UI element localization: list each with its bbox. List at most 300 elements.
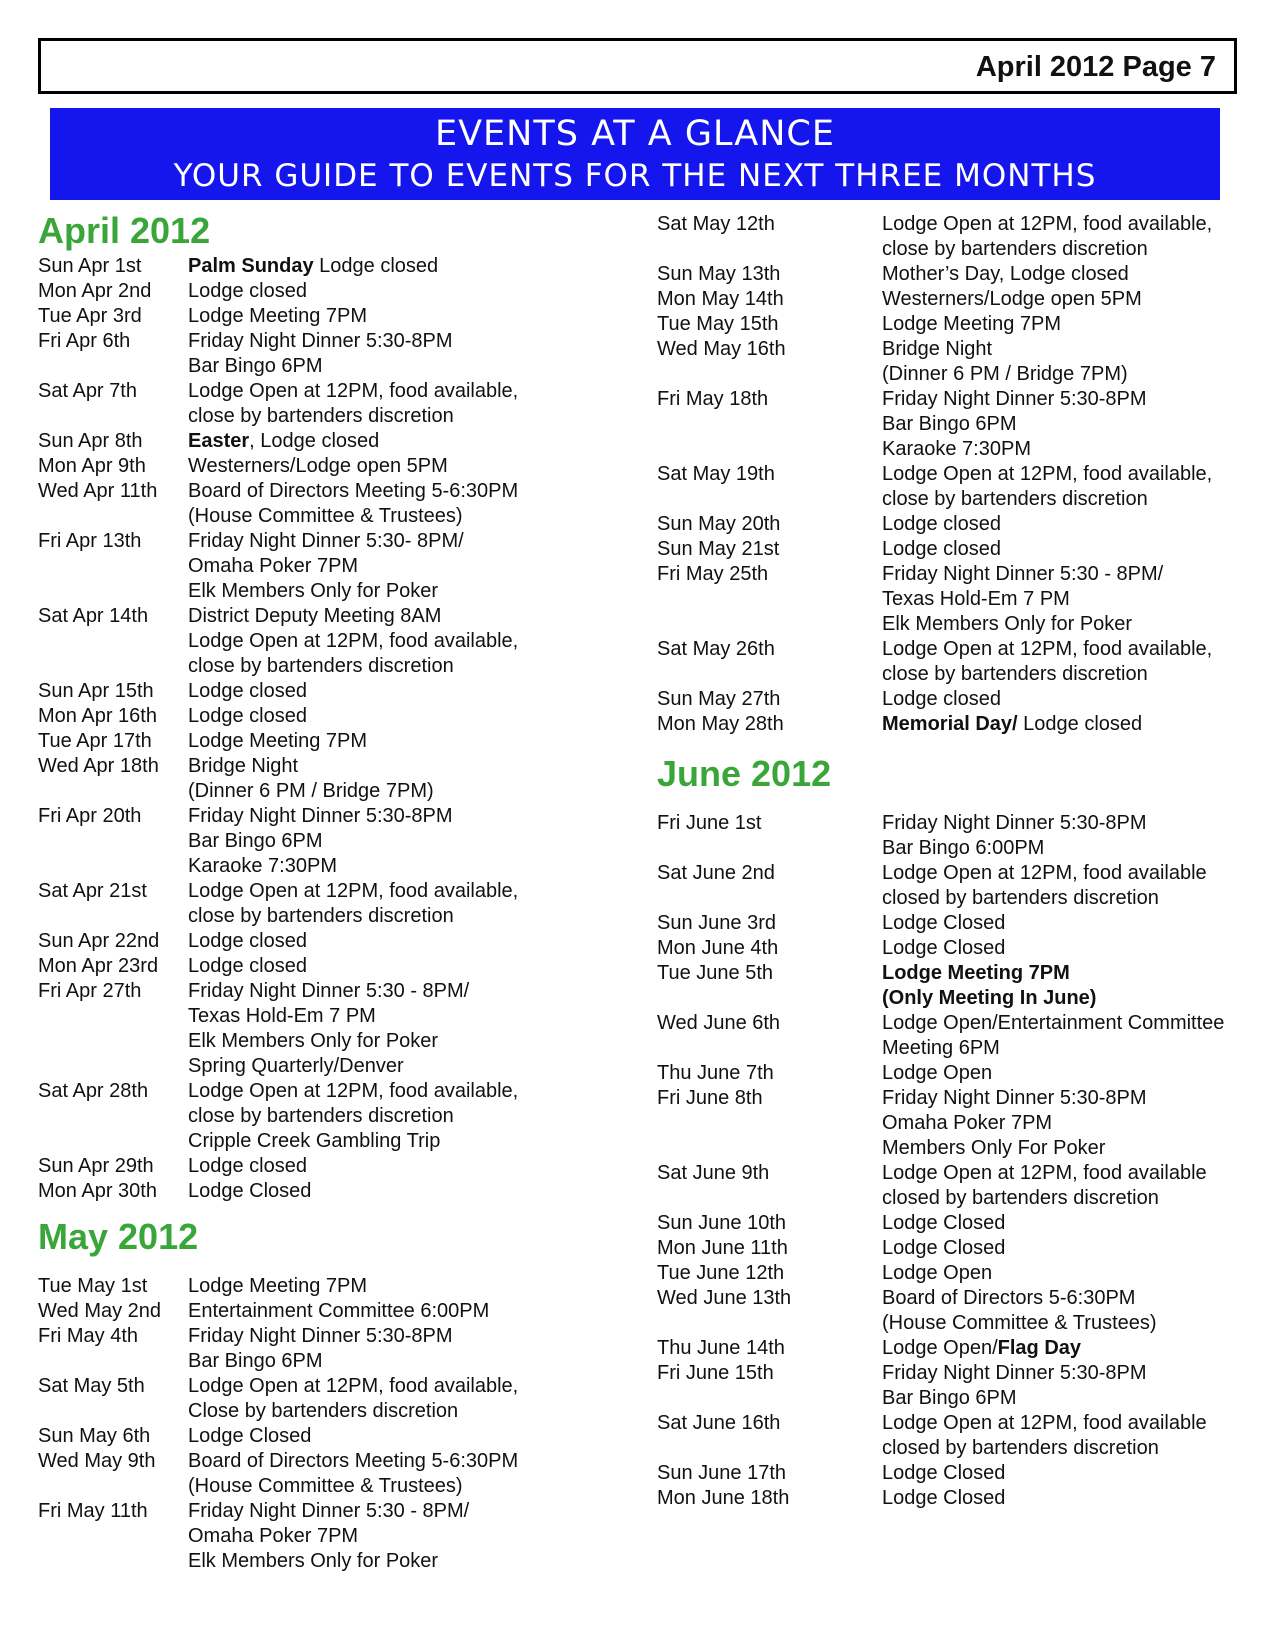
event-line: closed by bartenders discretion xyxy=(882,1187,1159,1209)
event-description xyxy=(882,1361,1257,1411)
event-date: Sun May 13th xyxy=(657,263,781,285)
event-date: Wed May 2nd xyxy=(38,1300,162,1322)
event-row xyxy=(657,861,1257,911)
event-line xyxy=(882,387,1257,412)
event-description xyxy=(188,379,628,429)
event-row xyxy=(38,329,628,379)
event-row xyxy=(38,1374,628,1424)
event-text: Lodge Open at 12PM, food available, xyxy=(188,380,519,402)
event-line xyxy=(882,712,1257,737)
event-text: Friday Night Dinner 5:30-8PM xyxy=(188,1325,453,1347)
event-date: Wed Apr 11th xyxy=(38,480,158,502)
event-description xyxy=(882,562,1257,637)
banner-title: EVENTS AT A GLANCE xyxy=(435,114,835,154)
event-line: Karaoke 7:30PM xyxy=(188,855,337,877)
event-description xyxy=(882,637,1257,687)
event-line xyxy=(882,1461,1257,1486)
left-column xyxy=(38,210,628,1574)
event-description xyxy=(188,254,628,279)
event-date: Sun Apr 8th xyxy=(38,430,143,452)
event-row xyxy=(38,1299,628,1324)
event-description xyxy=(188,1299,628,1324)
event-line: closed by bartenders discretion xyxy=(882,1437,1159,1459)
event-description xyxy=(882,1486,1257,1511)
event-date: Sun June 3rd xyxy=(657,912,776,934)
event-date: Tue June 12th xyxy=(657,1262,785,1284)
event-line: Texas Hold-Em 7 PM xyxy=(188,1005,376,1027)
page-label: April 2012 Page 7 xyxy=(975,51,1216,83)
event-line xyxy=(188,479,628,504)
event-line: close by bartenders discretion xyxy=(188,905,454,927)
event-text: Mother’s Day, Lodge closed xyxy=(882,263,1129,285)
event-description xyxy=(188,279,628,304)
event-line xyxy=(188,1499,628,1524)
event-line: close by bartenders discretion xyxy=(882,663,1148,685)
event-date: Tue Apr 3rd xyxy=(38,305,142,327)
event-row xyxy=(38,1274,628,1299)
event-description xyxy=(882,1161,1257,1211)
event-row xyxy=(657,262,1257,287)
event-description xyxy=(188,479,628,529)
event-description xyxy=(188,729,628,754)
event-highlight: Lodge Meeting 7PM xyxy=(882,962,1070,984)
april-events xyxy=(38,254,628,1204)
event-line xyxy=(188,429,628,454)
event-line xyxy=(188,1154,628,1179)
event-date: Fri May 4th xyxy=(38,1325,139,1347)
event-text: Lodge Open at 12PM, food available, xyxy=(882,638,1213,660)
event-line: close by bartenders discretion xyxy=(188,405,454,427)
event-line: Bar Bingo 6PM xyxy=(882,413,1017,435)
event-text: Lodge closed xyxy=(188,930,307,952)
event-highlight: Memorial Day/ xyxy=(882,713,1018,735)
event-line xyxy=(188,929,628,954)
event-description xyxy=(188,754,628,804)
event-highlight: Palm Sunday xyxy=(188,255,314,277)
event-description xyxy=(882,1261,1257,1286)
event-text: Friday Night Dinner 5:30-8PM xyxy=(882,388,1147,410)
event-description xyxy=(188,529,628,604)
event-description xyxy=(882,911,1257,936)
event-description xyxy=(882,1011,1257,1061)
event-row xyxy=(657,462,1257,512)
may-events-right xyxy=(657,212,1257,737)
event-line xyxy=(188,604,628,629)
event-text: Board of Directors Meeting 5-6:30PM xyxy=(188,1450,519,1472)
event-text: Lodge Closed xyxy=(882,1237,1006,1259)
event-text: Friday Night Dinner 5:30-8PM xyxy=(882,812,1147,834)
event-row xyxy=(657,911,1257,936)
event-line xyxy=(882,1086,1257,1111)
event-text: Lodge Open at 12PM, food available xyxy=(882,1162,1207,1184)
event-text: Entertainment Committee 6:00PM xyxy=(188,1300,490,1322)
event-description xyxy=(188,954,628,979)
event-line: Bar Bingo 6:00PM xyxy=(882,837,1045,859)
event-line xyxy=(882,212,1257,237)
event-row xyxy=(38,679,628,704)
event-text: Friday Night Dinner 5:30-8PM xyxy=(188,330,453,352)
event-line xyxy=(882,262,1257,287)
event-row xyxy=(657,712,1257,737)
event-description xyxy=(188,429,628,454)
event-row xyxy=(38,979,628,1079)
event-text: Friday Night Dinner 5:30 - 8PM/ xyxy=(188,980,470,1002)
event-row xyxy=(657,1161,1257,1211)
event-row xyxy=(38,254,628,279)
event-date: Mon Apr 16th xyxy=(38,705,157,727)
event-date: Sat Apr 28th xyxy=(38,1080,149,1102)
event-text: Lodge Meeting 7PM xyxy=(882,313,1062,335)
event-description xyxy=(882,1236,1257,1261)
event-line xyxy=(188,979,628,1004)
event-line: Close by bartenders discretion xyxy=(188,1400,459,1422)
event-row xyxy=(38,929,628,954)
event-line xyxy=(188,1079,628,1104)
event-line: Omaha Poker 7PM xyxy=(188,1525,359,1547)
event-date: Fri May 25th xyxy=(657,563,769,585)
event-date: Sat June 16th xyxy=(657,1412,781,1434)
event-text: Lodge Closed xyxy=(882,1212,1006,1234)
event-highlight: Flag Day xyxy=(997,1337,1082,1359)
event-date: Sun May 27th xyxy=(657,688,781,710)
event-date: Wed June 13th xyxy=(657,1287,792,1309)
event-line: (Dinner 6 PM / Bridge 7PM) xyxy=(188,780,434,802)
event-text: Westerners/Lodge open 5PM xyxy=(882,288,1142,310)
event-line xyxy=(188,1424,628,1449)
event-row xyxy=(657,387,1257,462)
event-line xyxy=(188,704,628,729)
event-description xyxy=(882,262,1257,287)
event-text: Lodge Closed xyxy=(882,937,1006,959)
event-date: Sun June 17th xyxy=(657,1462,786,1484)
event-row xyxy=(38,379,628,429)
event-row xyxy=(38,1324,628,1374)
event-date: Mon June 11th xyxy=(657,1237,788,1259)
event-text: Lodge closed xyxy=(188,680,307,702)
event-description xyxy=(882,337,1257,387)
event-date: Fri June 1st xyxy=(657,812,762,834)
events-banner xyxy=(50,108,1220,200)
event-description xyxy=(882,1061,1257,1086)
event-line xyxy=(882,312,1257,337)
event-text: Lodge closed xyxy=(313,255,439,277)
event-description xyxy=(882,312,1257,337)
event-description xyxy=(188,1374,628,1424)
event-text: Lodge closed xyxy=(882,538,1001,560)
event-description xyxy=(188,1179,628,1204)
event-row xyxy=(657,637,1257,687)
event-date: Sun Apr 22nd xyxy=(38,930,160,952)
event-date: Sat Apr 14th xyxy=(38,605,149,627)
event-line: close by bartenders discretion xyxy=(882,488,1148,510)
event-line: Bar Bingo 6PM xyxy=(882,1387,1017,1409)
event-line xyxy=(882,961,1257,986)
event-text: Lodge Meeting 7PM xyxy=(188,730,368,752)
event-row xyxy=(657,811,1257,861)
event-description xyxy=(188,329,628,379)
event-date: Fri Apr 27th xyxy=(38,980,142,1002)
event-description xyxy=(882,712,1257,737)
event-description xyxy=(188,1154,628,1179)
event-row xyxy=(38,954,628,979)
event-date: Mon May 14th xyxy=(657,288,784,310)
event-line xyxy=(882,1161,1257,1186)
event-date: Fri May 18th xyxy=(657,388,769,410)
event-line xyxy=(882,1336,1257,1361)
event-date: Sat June 2nd xyxy=(657,862,775,884)
event-row xyxy=(657,1411,1257,1461)
event-date: Mon Apr 9th xyxy=(38,455,146,477)
event-date: Sat Apr 21st xyxy=(38,880,147,902)
event-text: Lodge Meeting 7PM xyxy=(188,305,368,327)
event-row xyxy=(657,337,1257,387)
event-row xyxy=(38,704,628,729)
event-description xyxy=(188,304,628,329)
event-text: District Deputy Meeting 8AM xyxy=(188,605,442,627)
event-description xyxy=(882,537,1257,562)
event-line: Elk Members Only for Poker xyxy=(188,1550,439,1572)
event-text: Lodge closed xyxy=(188,705,307,727)
event-date: Thu June 7th xyxy=(657,1062,774,1084)
event-date: Wed May 16th xyxy=(657,338,786,360)
event-line xyxy=(188,529,628,554)
event-date: Sat Apr 7th xyxy=(38,380,137,402)
event-line: Elk Members Only for Poker xyxy=(188,580,439,602)
event-description xyxy=(188,1274,628,1299)
event-date: Mon Apr 30th xyxy=(38,1180,157,1202)
event-line xyxy=(882,1286,1257,1311)
event-line xyxy=(188,1449,628,1474)
event-text: Lodge Closed xyxy=(882,1487,1006,1509)
event-description xyxy=(188,454,628,479)
event-line xyxy=(882,687,1257,712)
event-line xyxy=(188,1274,628,1299)
event-date: Tue June 5th xyxy=(657,962,774,984)
event-line: Texas Hold-Em 7 PM xyxy=(882,588,1070,610)
event-text: Lodge Open xyxy=(882,1062,993,1084)
event-row xyxy=(657,562,1257,637)
event-line: Lodge Open at 12PM, food available, xyxy=(188,630,519,652)
event-row xyxy=(38,454,628,479)
event-date: Sun Apr 1st xyxy=(38,255,142,277)
event-line xyxy=(882,637,1257,662)
event-row xyxy=(657,1461,1257,1486)
event-description xyxy=(188,929,628,954)
event-line: closed by bartenders discretion xyxy=(882,887,1159,909)
event-text: Lodge Open at 12PM, food available, xyxy=(882,213,1213,235)
event-date: Sun May 21st xyxy=(657,538,780,560)
event-line xyxy=(188,1374,628,1399)
event-row xyxy=(657,1361,1257,1411)
event-date: Thu June 14th xyxy=(657,1337,785,1359)
event-row xyxy=(657,1486,1257,1511)
event-line xyxy=(882,337,1257,362)
event-text: Board of Directors Meeting 5-6:30PM xyxy=(188,480,519,502)
event-row xyxy=(38,1079,628,1154)
event-row xyxy=(657,1211,1257,1236)
event-description xyxy=(882,1211,1257,1236)
event-row xyxy=(38,1449,628,1499)
event-date: Sun Apr 15th xyxy=(38,680,154,702)
event-description xyxy=(188,804,628,879)
event-description xyxy=(188,679,628,704)
event-text: Lodge Open/Entertainment Committee xyxy=(882,1012,1225,1034)
event-line xyxy=(882,1486,1257,1511)
event-description xyxy=(882,512,1257,537)
event-date: Sat June 9th xyxy=(657,1162,770,1184)
event-line xyxy=(188,254,628,279)
event-line xyxy=(188,329,628,354)
event-description xyxy=(882,1411,1257,1461)
event-text: Lodge Open/ xyxy=(882,1337,998,1359)
event-date: Sat May 26th xyxy=(657,638,775,660)
event-text: Lodge Meeting 7PM xyxy=(188,1275,368,1297)
event-description xyxy=(188,1424,628,1449)
event-row xyxy=(38,729,628,754)
event-description xyxy=(882,961,1257,1011)
event-text: Lodge Open at 12PM, food available xyxy=(882,862,1207,884)
event-line xyxy=(188,379,628,404)
event-line: close by bartenders discretion xyxy=(188,655,454,677)
event-line xyxy=(188,1324,628,1349)
event-description xyxy=(882,387,1257,462)
event-line xyxy=(188,879,628,904)
event-date: Sun Apr 29th xyxy=(38,1155,154,1177)
event-row xyxy=(657,1011,1257,1061)
event-text: Lodge closed xyxy=(882,513,1001,535)
event-date: Mon June 4th xyxy=(657,937,779,959)
event-line xyxy=(882,1261,1257,1286)
event-row xyxy=(657,312,1257,337)
event-row xyxy=(657,1261,1257,1286)
event-row xyxy=(657,512,1257,537)
event-description xyxy=(882,1461,1257,1486)
event-description xyxy=(882,811,1257,861)
event-text: Lodge closed xyxy=(882,688,1001,710)
event-text: Friday Night Dinner 5:30-8PM xyxy=(188,805,453,827)
event-description xyxy=(188,704,628,729)
event-line xyxy=(188,454,628,479)
event-text: Lodge closed xyxy=(188,955,307,977)
event-text: Lodge Closed xyxy=(882,912,1006,934)
event-line xyxy=(882,861,1257,886)
event-row xyxy=(38,604,628,679)
event-date: Fri June 8th xyxy=(657,1087,763,1109)
event-date: Tue May 1st xyxy=(38,1275,148,1297)
event-line: Elk Members Only for Poker xyxy=(188,1030,439,1052)
event-description xyxy=(188,1079,628,1154)
event-description xyxy=(882,1286,1257,1336)
event-row xyxy=(657,961,1257,1011)
event-line xyxy=(882,1211,1257,1236)
event-line xyxy=(882,1411,1257,1436)
event-text: Lodge Open at 12PM, food available xyxy=(882,1412,1207,1434)
event-text: Lodge Closed xyxy=(188,1180,312,1202)
event-line xyxy=(882,562,1257,587)
event-line: Bar Bingo 6PM xyxy=(188,355,323,377)
event-row xyxy=(38,1154,628,1179)
event-line xyxy=(882,1236,1257,1261)
event-line xyxy=(882,537,1257,562)
event-row xyxy=(38,429,628,454)
event-line xyxy=(882,1361,1257,1386)
event-line xyxy=(882,462,1257,487)
event-line: (Dinner 6 PM / Bridge 7PM) xyxy=(882,363,1128,385)
event-text: Lodge Closed xyxy=(882,1462,1006,1484)
event-text: Lodge closed xyxy=(1017,713,1143,735)
event-row xyxy=(657,1236,1257,1261)
event-line: (House Committee & Trustees) xyxy=(188,1475,463,1497)
event-row xyxy=(38,304,628,329)
event-line xyxy=(882,287,1257,312)
event-description xyxy=(882,687,1257,712)
event-text: Lodge Open at 12PM, food available, xyxy=(188,1080,519,1102)
event-text: Lodge Open xyxy=(882,1262,993,1284)
event-description xyxy=(188,979,628,1079)
event-row xyxy=(657,1336,1257,1361)
event-line xyxy=(188,304,628,329)
event-text: Bridge Night xyxy=(882,338,993,360)
event-text: Lodge closed xyxy=(188,280,307,302)
event-date: Fri May 11th xyxy=(38,1500,148,1522)
event-description xyxy=(882,462,1257,512)
event-description xyxy=(188,879,628,929)
event-row xyxy=(657,1286,1257,1336)
event-text: Lodge Open at 12PM, food available, xyxy=(188,880,519,902)
event-date: Wed Apr 18th xyxy=(38,755,159,777)
event-line: Spring Quarterly/Denver xyxy=(188,1055,404,1077)
event-row xyxy=(657,687,1257,712)
event-line xyxy=(188,1179,628,1204)
event-line xyxy=(188,804,628,829)
event-text: Westerners/Lodge open 5PM xyxy=(188,455,448,477)
event-row xyxy=(657,1086,1257,1161)
event-date: Sun May 20th xyxy=(657,513,781,535)
event-text: Friday Night Dinner 5:30-8PM xyxy=(882,1087,1147,1109)
page-header xyxy=(38,38,1237,94)
event-row xyxy=(657,287,1257,312)
event-row xyxy=(38,804,628,879)
event-line xyxy=(188,729,628,754)
event-line xyxy=(882,1061,1257,1086)
event-highlight: Easter xyxy=(188,430,250,452)
event-row xyxy=(38,479,628,529)
event-text: Board of Directors 5-6:30PM xyxy=(882,1287,1136,1309)
event-row xyxy=(38,279,628,304)
event-line: Cripple Creek Gambling Trip xyxy=(188,1130,441,1152)
event-text: Lodge Open at 12PM, food available, xyxy=(882,463,1213,485)
event-description xyxy=(882,287,1257,312)
event-line: Karaoke 7:30PM xyxy=(882,438,1031,460)
event-description xyxy=(882,212,1257,262)
event-text: Friday Night Dinner 5:30- 8PM/ xyxy=(188,530,464,552)
event-date: Mon June 18th xyxy=(657,1487,790,1509)
event-text: Friday Night Dinner 5:30 - 8PM/ xyxy=(882,563,1164,585)
event-description xyxy=(882,861,1257,911)
event-line xyxy=(188,679,628,704)
may-events-left xyxy=(38,1274,628,1574)
event-row xyxy=(38,1179,628,1204)
event-row xyxy=(38,879,628,929)
event-text: , Lodge closed xyxy=(249,430,380,452)
event-line: close by bartenders discretion xyxy=(188,1105,454,1127)
event-row xyxy=(657,936,1257,961)
event-line xyxy=(188,754,628,779)
event-date: Tue Apr 17th xyxy=(38,730,152,752)
right-column xyxy=(657,212,1257,1511)
event-date: Sat May 12th xyxy=(657,213,775,235)
event-text: Friday Night Dinner 5:30-8PM xyxy=(882,1362,1147,1384)
